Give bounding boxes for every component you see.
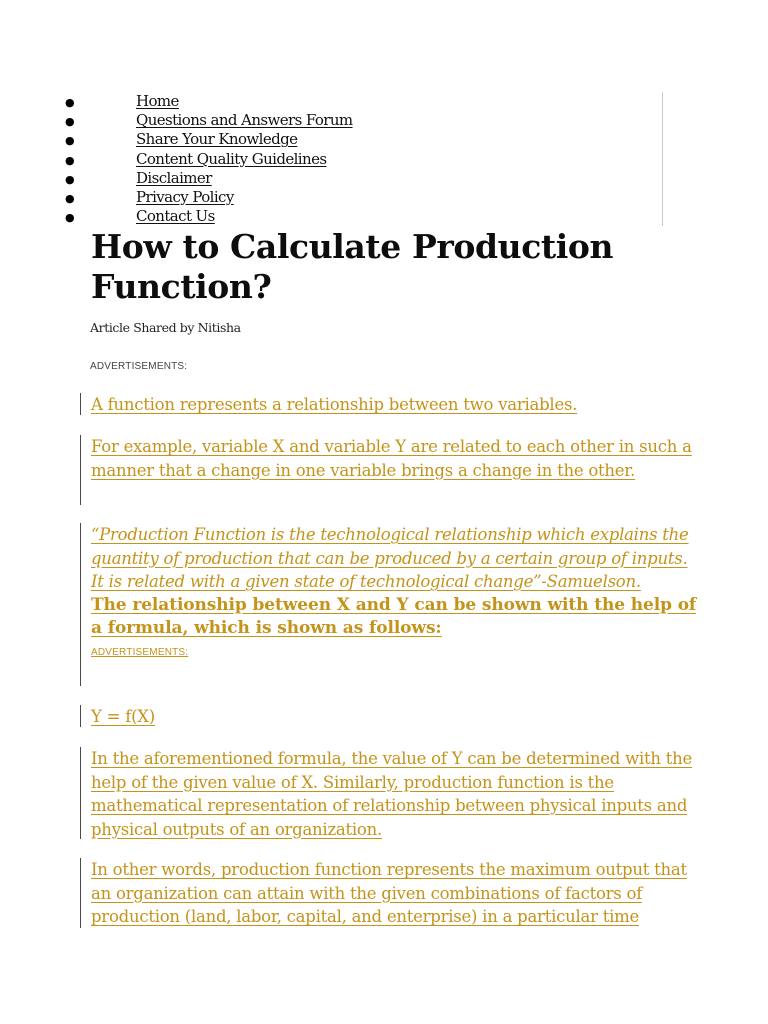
nav-link-contact[interactable]: Contact Us <box>136 207 215 226</box>
nav-link-privacy-policy[interactable]: Privacy Policy <box>136 187 234 206</box>
nav-item-share-knowledge <box>0 130 768 149</box>
bullet-icon: ● <box>65 153 75 167</box>
paragraph-other-words <box>80 858 700 928</box>
bullet-icon: ● <box>65 115 75 129</box>
nav-link-home[interactable]: Home <box>136 92 179 110</box>
bullet-icon: ● <box>65 96 75 109</box>
bullet-icon: ● <box>65 172 75 186</box>
article-title: How to Calculate Production Function? <box>91 227 614 306</box>
formula-text[interactable]: Y = f(X) <box>91 707 155 726</box>
nav-item-privacy-policy <box>0 188 768 207</box>
paragraph-explanation-text[interactable]: In the aforementioned formula, the value of Y can be determined with the help of the given value of X. Similarly, production function is the mathematical representation of relationship between physical inputs and physical outputs of an organization. <box>91 749 693 839</box>
advertisement-label: ADVERTISEMENTS: <box>90 361 188 372</box>
paragraph-example-text[interactable]: For example, variable X and variable Y are related to each other in such a manner that a change in one variable brings a change in the other. <box>91 437 692 480</box>
article-byline: Article Shared by Nitisha <box>90 320 241 335</box>
nav-item-contact <box>0 207 768 226</box>
nav-item-disclaimer <box>0 169 768 188</box>
site-navigation <box>0 92 768 228</box>
nav-link-share-knowledge[interactable]: Share Your Knowledge <box>136 130 298 149</box>
paragraph-definition-text[interactable]: A function represents a relationship between two variables. <box>91 395 578 414</box>
bullet-icon: ● <box>65 134 75 148</box>
nav-link-forum[interactable]: Questions and Answers Forum <box>136 111 353 130</box>
samuelson-quote[interactable]: “Production Function is the technological relationship which explains the quantity of production that can be produced by a certain group of inputs. It is related with a given state of technological change”-Samuelson. <box>91 525 689 591</box>
nav-link-disclaimer[interactable]: Disclaimer <box>136 168 212 187</box>
paragraph-definition <box>80 393 700 415</box>
paragraph-example <box>80 435 700 505</box>
nav-link-quality-guidelines[interactable]: Content Quality Guidelines <box>136 149 327 168</box>
bullet-icon: ● <box>65 191 75 205</box>
nav-item-quality-guidelines <box>0 150 768 169</box>
formula-intro[interactable]: The relationship between X and Y can be shown with the help of a formula, which is shown as follows: <box>91 594 697 638</box>
paragraph-formula <box>80 705 700 727</box>
paragraph-other-words-text[interactable]: In other words, production function represents the maximum output that an organization can attain with the given combinations of factors of production (land, labor, capital, and enterprise) in a particular time <box>91 860 687 926</box>
bullet-icon: ● <box>65 211 75 225</box>
nav-item-home <box>0 92 768 111</box>
nav-list <box>0 92 768 226</box>
nav-item-forum <box>0 111 768 130</box>
advertisement-link[interactable]: ADVERTISEMENTS: <box>91 646 189 658</box>
paragraph-explanation <box>80 747 700 839</box>
paragraph-quote-block <box>80 523 700 686</box>
